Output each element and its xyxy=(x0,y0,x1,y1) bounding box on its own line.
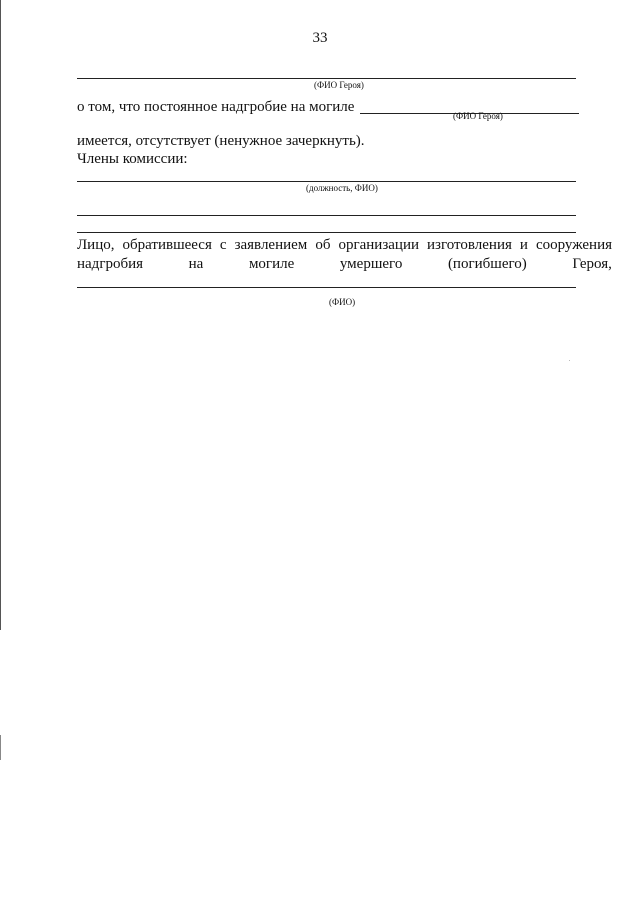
word: умершего xyxy=(339,256,403,272)
word: могиле xyxy=(248,256,295,272)
word: на xyxy=(188,256,204,272)
word: (погибшего) xyxy=(447,256,527,272)
scan-speck xyxy=(569,360,570,361)
word: обратившееся xyxy=(122,237,212,253)
commission-members-label: Члены комиссии: xyxy=(77,151,188,167)
hero-name-caption-2: (ФИО Героя) xyxy=(453,111,503,121)
position-name-caption: (должность, ФИО) xyxy=(306,183,378,193)
scan-edge-line xyxy=(0,0,1,630)
commission-member-blank-1 xyxy=(77,181,576,182)
hero-name-caption: (ФИО Героя) xyxy=(314,80,364,90)
word: и xyxy=(519,237,528,253)
applicant-statement-line-1 xyxy=(77,237,612,254)
hero-name-blank xyxy=(77,78,576,79)
applicant-name-blank xyxy=(77,287,576,288)
exists-statement: имеется, отсутствует (ненужное зачеркнуть). xyxy=(77,133,365,149)
page-number: 33 xyxy=(312,30,328,46)
tombstone-statement: о том, что постоянное надгробие на могиле xyxy=(77,99,355,115)
commission-member-blank-2 xyxy=(77,215,576,216)
commission-member-blank-3 xyxy=(77,232,576,233)
fio-caption: (ФИО) xyxy=(329,297,356,307)
word: надгробия xyxy=(77,256,144,272)
word: заявлением xyxy=(234,237,308,253)
word: Героя, xyxy=(572,256,612,272)
word: об xyxy=(315,237,331,253)
applicant-statement-line-2 xyxy=(77,256,612,273)
scan-edge-line-lower xyxy=(0,735,1,760)
word: Лицо, xyxy=(77,237,115,253)
word: изготовления xyxy=(427,237,512,253)
word: организации xyxy=(338,237,419,253)
word: сооружения xyxy=(535,237,612,253)
word: с xyxy=(219,237,227,253)
